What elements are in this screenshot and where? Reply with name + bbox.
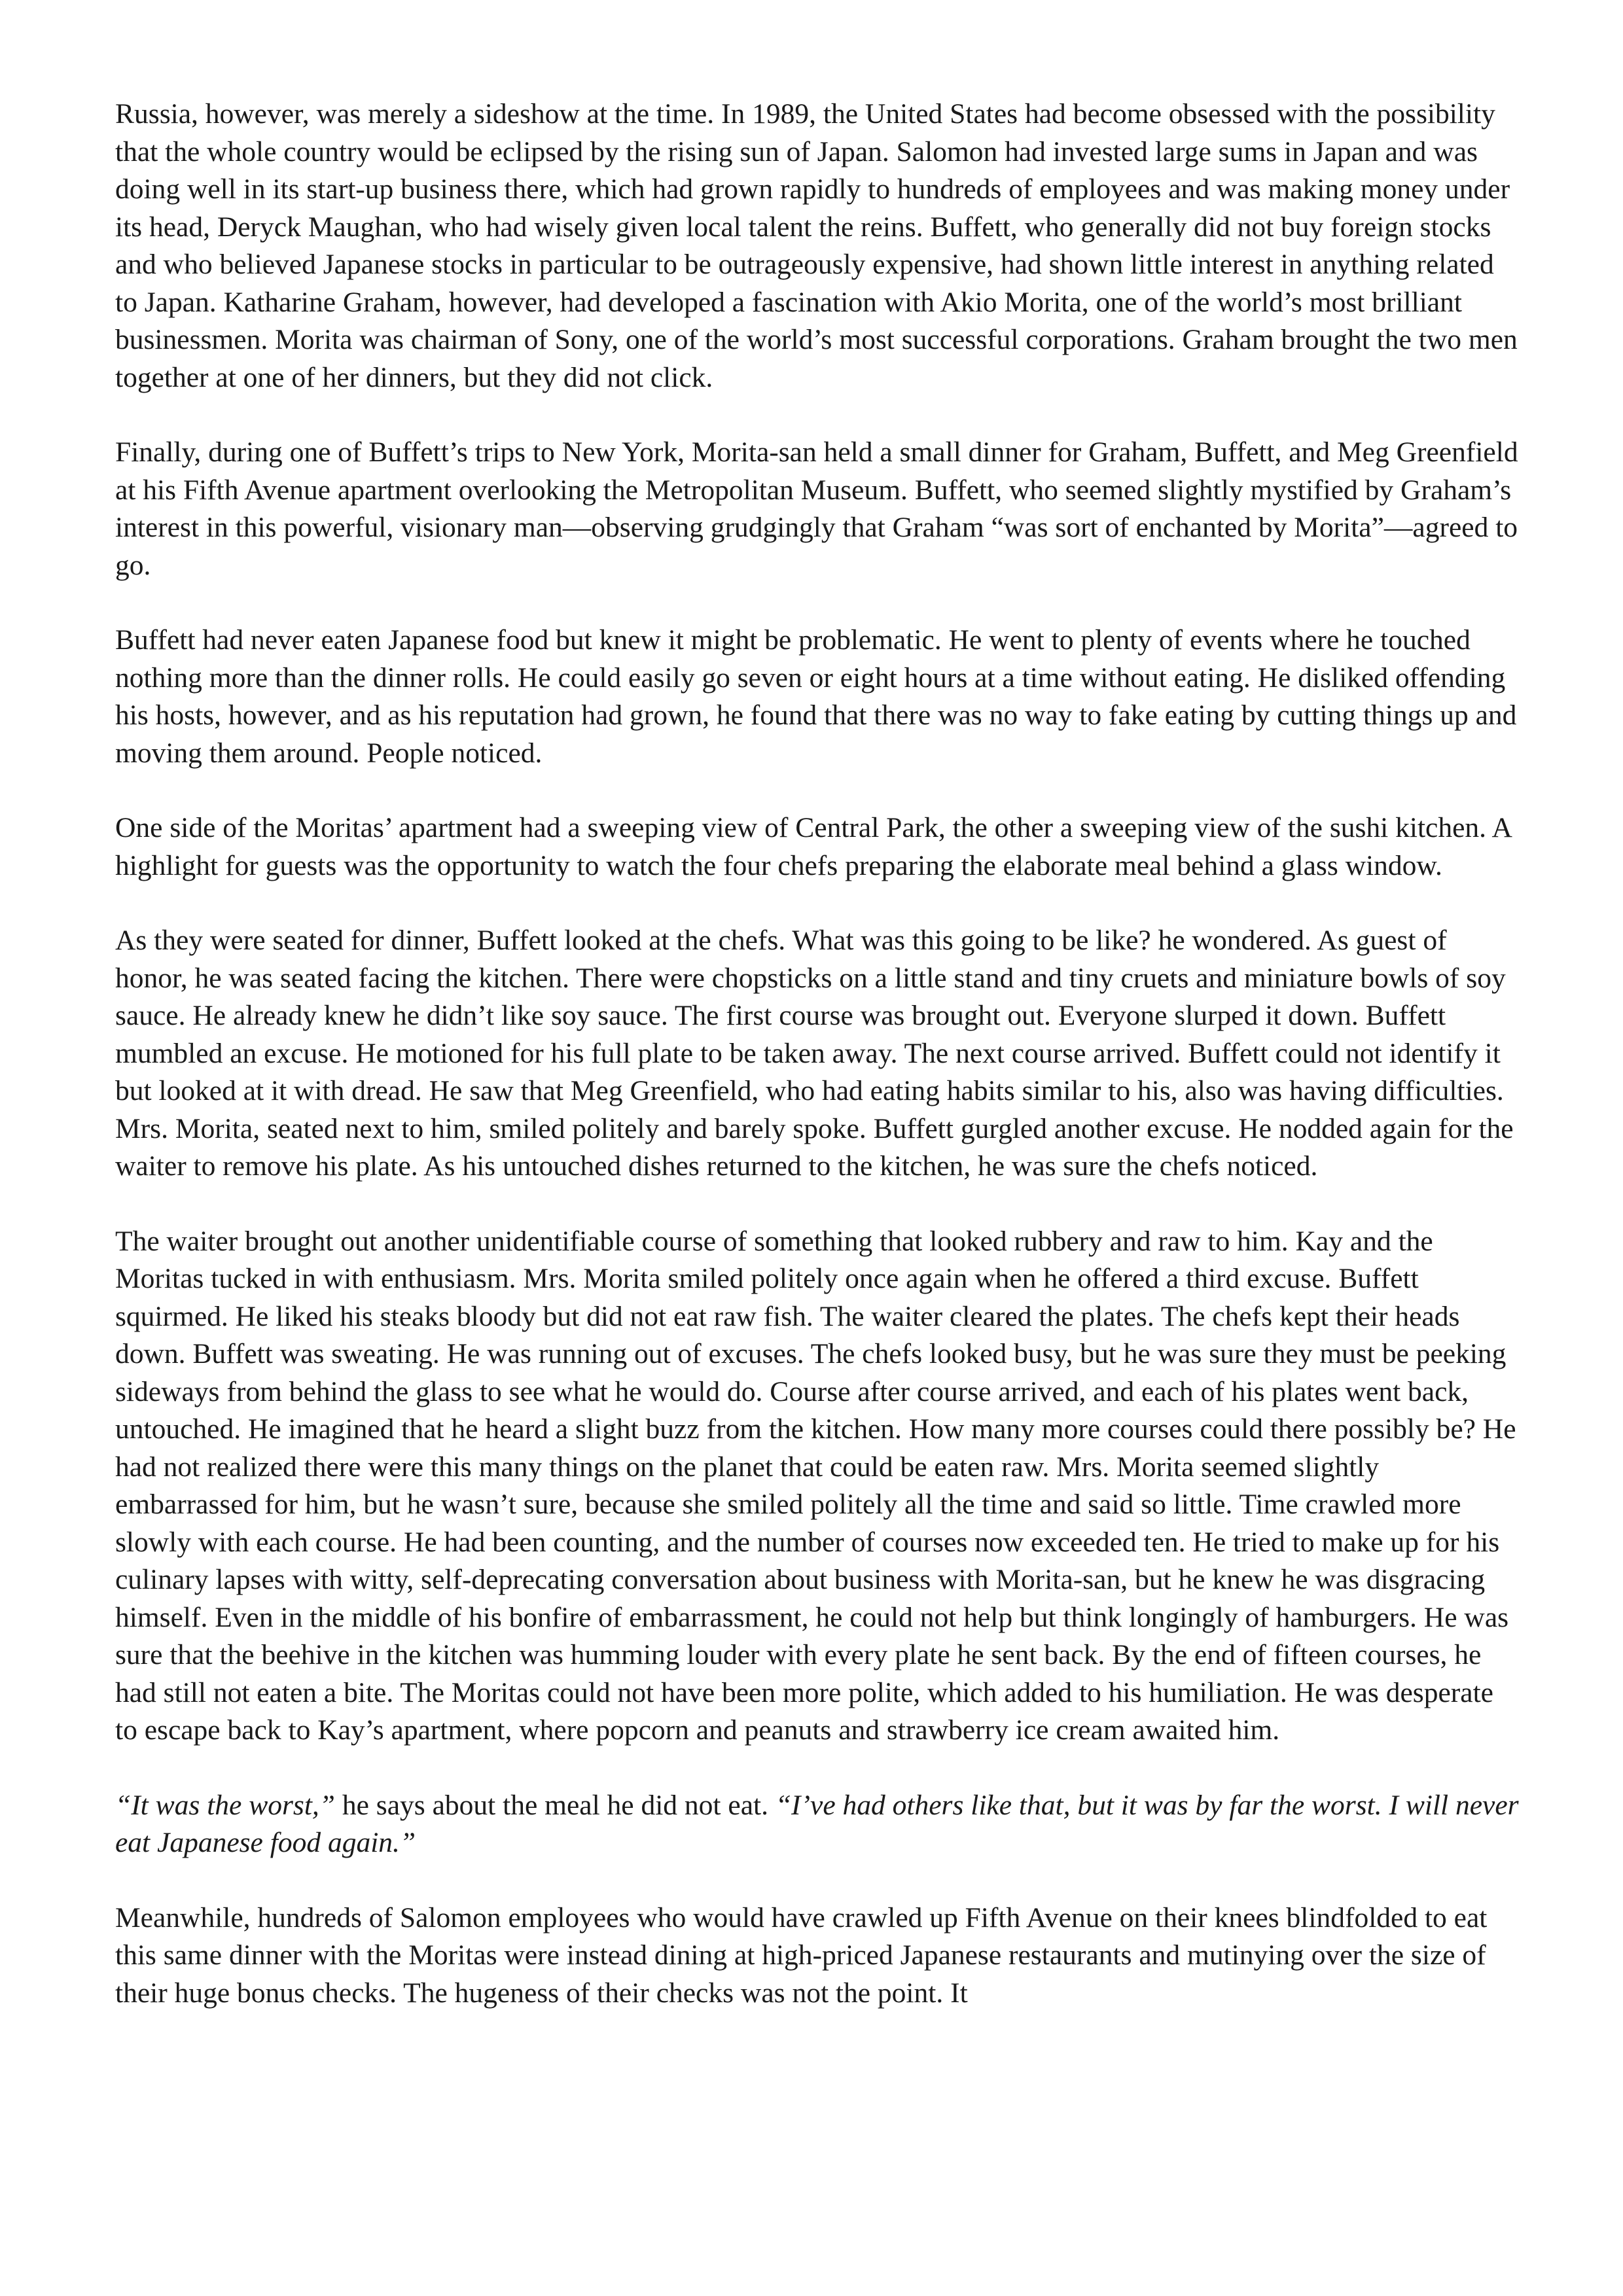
quote-part-3: “I’ve had others like that, but it was by far the worst. I will never eat Japanese food again.” bbox=[115, 1789, 1519, 1858]
paragraph-quote bbox=[115, 1787, 1522, 1862]
paragraph-salomon-employees: Meanwhile, hundreds of Salomon employees who would have crawled up Fifth Avenue on their knees blindfolded to eat this same dinner with the Moritas were instead dining at high-priced Japanese restaurants and mutinying over the size of their huge bonus checks. The hugeness of their checks was not the point. It bbox=[115, 1901, 1488, 2009]
paragraph-courses: The waiter brought out another unidentifiable course of something that looked rubbery and raw to him. Kay and the Moritas tucked in with enthusiasm. Mrs. Morita smiled politely once again when he offered a third excuse. Buffett squirmed. He liked his steaks bloody but did not eat raw fish. The waiter cleared the plates. The chefs kept their heads down. Buffett was sweating. He was running out of excuses. The chefs looked busy, but he was sure they must be peeking sideways from behind the glass to see what he would do. Course after course arrived, and each of his plates went back, untouched. He imagined that he heard a slight buzz from the kitchen. How many more courses could there possibly be? He had not realized there were this many things on the planet that could be eaten raw. Mrs. Morita seemed slightly embarrassed for him, but he wasn’t sure, because she smiled politely all the time and said so little. Time crawled more slowly with each course. He had been counting, and the number of courses now exceeded ten. He tried to make up for his culinary lapses with witty, self-deprecating conversation about business with Morita-san, but he knew he was disgracing himself. Even in the middle of his bonfire of embarrassment, he could not help but think longingly of hamburgers. He was sure that the beehive in the kitchen was humming louder with every plate he sent back. By the end of fifteen courses, he had still not eaten a bite. The Moritas could not have been more polite, which added to his humiliation. He was desperate to escape back to Kay’s apartment, where popcorn and peanuts and strawberry ice cream awaited him. bbox=[115, 1225, 1516, 1746]
paragraph-morita-dinner-invite: Finally, during one of Buffett’s trips to New York, Morita-san held a small dinner for Graham, Buffett, and Meg Greenfield at his Fifth Avenue apartment overlooking the Metropolitan Museum. Buffett, who seemed slightly mystified by Graham’s interest in this powerful, visionary man—observing grudgingly that Graham “was sort of enchanted by Morita”—agreed to go. bbox=[115, 436, 1518, 581]
quote-part-2: he says about the meal he did not eat. bbox=[335, 1789, 776, 1821]
paragraph-russia-sideshow: Russia, however, was merely a sideshow at the time. In 1989, the United States had become obsessed with the possibility that the whole country would be eclipsed by the rising sun of Japan. Salomon had invested large sums in Japan and was doing well in its start-up business there, which had grown rapidly to hundreds of employees and was making money under its head, Deryck Maughan, who had wisely given local talent the reins. Buffett, who generally did not buy foreign stocks and who believed Japanese stocks in particular to be outrageously expensive, had shown little interest in anything related to Japan. Katharine Graham, however, had developed a fascination with Akio Morita, one of the world’s most brilliant businessmen. Morita was chairman of Sony, one of the world’s most successful corporations. Graham brought the two men together at one of her dinners, but they did not click. bbox=[115, 98, 1518, 393]
document-page bbox=[115, 96, 1522, 2012]
paragraph-apartment-view: One side of the Moritas’ apartment had a sweeping view of Central Park, the other a sweeping view of the sushi kitchen. A highlight for guests was the opportunity to watch the four chefs preparing the elaborate meal behind a glass window. bbox=[115, 812, 1511, 881]
paragraph-seated-for-dinner: As they were seated for dinner, Buffett looked at the chefs. What was this going to be like? he wondered. As guest of honor, he was seated facing the kitchen. There were chopsticks on a little stand and tiny cruets and miniature bowls of soy sauce. He already knew he didn’t like soy sauce. The first course was brought out. Everyone slurped it down. Buffett mumbled an excuse. He motioned for his full plate to be taken away. The next course arrived. Buffett could not identify it but looked at it with dread. He saw that Meg Greenfield, who had eating habits similar to his, also was having difficulties. Mrs. Morita, seated next to him, smiled politely and barely spoke. Buffett gurgled another excuse. He nodded again for the waiter to remove his plate. As his untouched dishes returned to the kitchen, he was sure the chefs noticed. bbox=[115, 925, 1514, 1182]
paragraph-japanese-food: Buffett had never eaten Japanese food but knew it might be problematic. He went to plenty of events where he touched nothing more than the dinner rolls. He could easily go seven or eight hours at a time without eating. He disliked offending his hosts, however, and as his reputation had grown, he found that there was no way to fake eating by cutting things up and moving them around. People noticed. bbox=[115, 624, 1517, 769]
quote-part-1: “It was the worst,” bbox=[115, 1789, 335, 1821]
